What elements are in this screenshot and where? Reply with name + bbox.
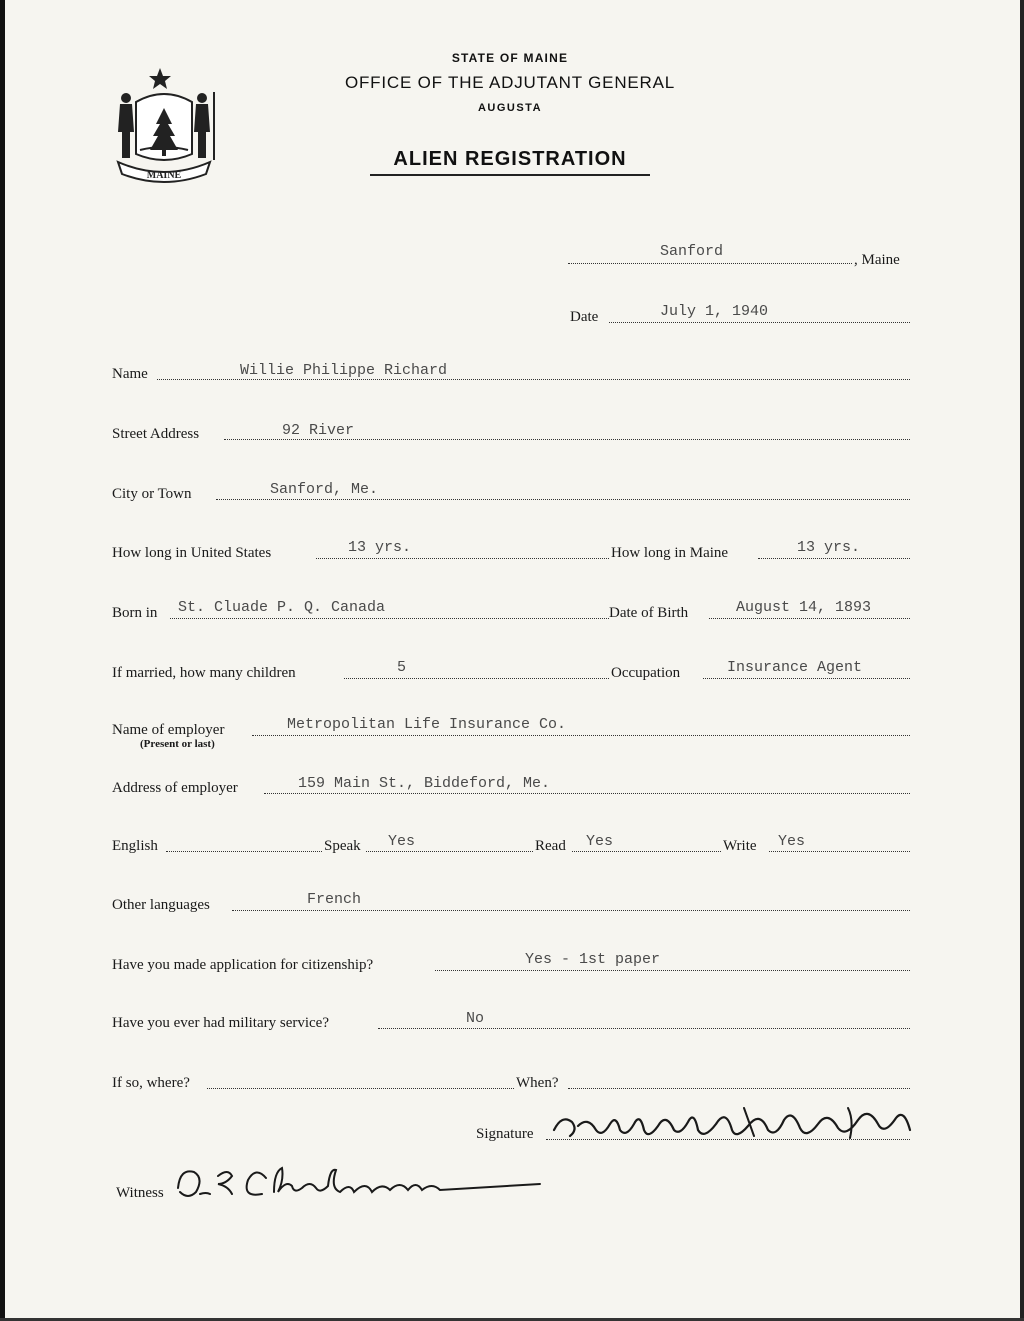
scan-edge-left [0,0,5,1321]
employer-sublabel: (Present or last) [140,738,215,750]
date-line [609,322,910,323]
employer-address-line [264,793,910,794]
citizenship-line [435,970,910,971]
dob-line [709,618,910,619]
birthplace-line [170,618,609,619]
name-label: Name [112,366,148,382]
street-value: 92 River [282,422,355,439]
scan-edge-right [1020,0,1024,1321]
where-line [207,1088,514,1089]
birthplace-label: Born in [112,605,158,621]
dob-value: August 14, 1893 [736,599,872,616]
citizenship-label: Have you made application for citizenship? [112,957,374,973]
date-label: Date [570,309,599,325]
us-duration-line [316,558,609,559]
maine-duration-line [758,558,910,559]
handwritten-signature [548,1100,918,1148]
town-state-label: , Maine [854,252,900,268]
read-line [572,851,721,852]
occupation-line [703,678,910,679]
date-value: July 1, 1940 [660,303,769,320]
languages-line [232,910,910,911]
office-heading: OFFICE OF THE ADJUTANT GENERAL [344,73,676,92]
street-label: Street Address [112,426,200,442]
military-line [378,1028,910,1029]
maine-duration-label: How long in Maine [611,545,729,561]
where-label: If so, where? [112,1075,190,1091]
city-value: Sanford, Me. [270,481,379,498]
title-underline [370,174,650,176]
occupation-label: Occupation [611,665,681,681]
witness-signature [170,1158,542,1206]
us-duration-label: How long in United States [112,545,272,561]
town-value: Sanford [660,243,724,260]
form-title: ALIEN REGISTRATION [393,148,627,170]
children-line [344,678,609,679]
military-label: Have you ever had military service? [112,1015,329,1031]
employer-address-label: Address of employer [112,780,238,796]
children-value: 5 [397,659,407,676]
write-value: Yes [778,833,806,850]
maine-duration-value: 13 yrs. [797,539,861,556]
dob-label: Date of Birth [609,605,689,621]
street-line [224,439,910,440]
languages-value: French [307,891,362,908]
write-line [769,851,910,852]
signature-label: Signature [476,1126,534,1142]
speak-value: Yes [388,833,416,850]
military-value: No [466,1010,485,1027]
employer-line [252,735,910,736]
seal-banner-text: MAINE [146,170,182,181]
name-value: Willie Philippe Richard [240,362,448,379]
city-line [216,499,910,500]
employer-address-value: 159 Main St., Biddeford, Me. [298,775,551,792]
when-line [568,1088,910,1089]
speak-label: Speak [324,838,361,854]
when-label: When? [516,1075,559,1091]
city-heading: AUGUSTA [477,102,543,114]
citizenship-value: Yes - 1st paper [525,951,661,968]
us-duration-value: 13 yrs. [348,539,412,556]
speak-line [366,851,533,852]
maine-seal-icon [110,62,218,188]
read-value: Yes [586,833,614,850]
languages-label: Other languages [112,897,210,913]
english-label: English [112,838,158,854]
employer-label: Name of employer [112,722,225,738]
birthplace-value: St. Cluade P. Q. Canada [178,599,386,616]
write-label: Write [723,838,757,854]
occupation-value: Insurance Agent [727,659,863,676]
english-line [166,851,322,852]
state-heading: STATE OF MAINE [451,51,569,65]
city-label: City or Town [112,486,192,502]
name-line [157,379,910,380]
employer-value: Metropolitan Life Insurance Co. [287,716,567,733]
read-label: Read [535,838,566,854]
witness-label: Witness [116,1185,164,1201]
children-label: If married, how many children [112,665,296,681]
town-line [568,263,852,264]
